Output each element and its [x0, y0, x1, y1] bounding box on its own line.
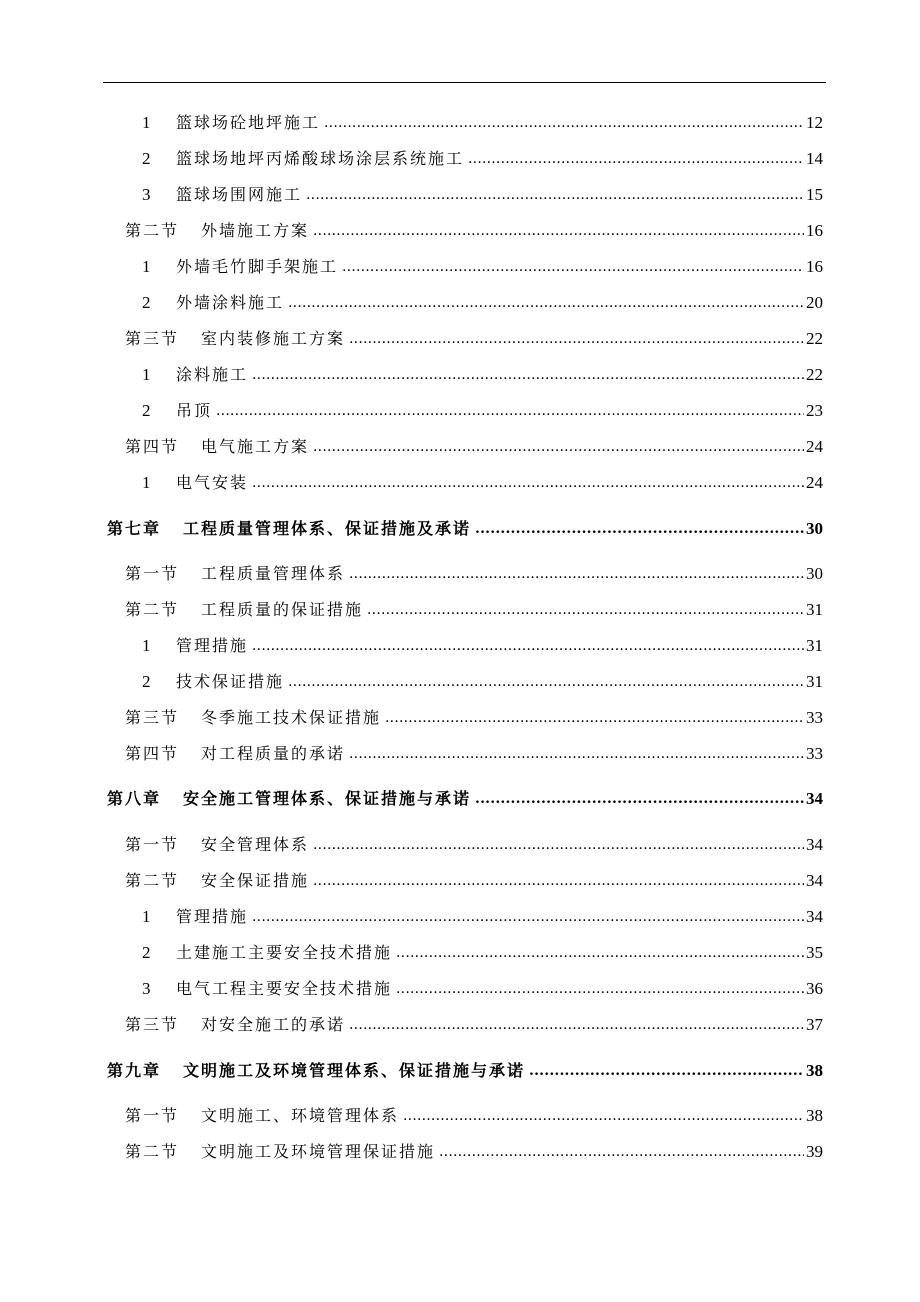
toc-entry-page-number: 16 [806, 257, 823, 276]
toc-entry-number: 第二节 [125, 871, 180, 890]
toc-entry-chapter[interactable] [107, 517, 823, 541]
toc-entry-page-number: 34 [806, 871, 823, 890]
toc-entry-page-number: 15 [806, 185, 823, 204]
toc-entry-number: 1 [142, 365, 153, 384]
toc-entry-section[interactable] [125, 1013, 823, 1037]
toc-entry-page-number: 31 [806, 636, 823, 655]
toc-entry-item[interactable] [142, 363, 823, 387]
toc-entry-number: 第一节 [125, 1106, 180, 1125]
toc-dot-leader [396, 977, 804, 1001]
toc-entry-item[interactable] [142, 291, 823, 315]
toc-dot-leader [288, 291, 804, 315]
toc-entry-number: 第二节 [125, 1142, 180, 1161]
toc-entry-number: 第一节 [125, 564, 180, 583]
toc-entry-title: 土建施工主要安全技术措施 [176, 943, 393, 962]
toc-entry-page-number: 34 [806, 835, 823, 854]
toc-entry-page-number: 22 [806, 329, 823, 348]
toc-entry-page-number: 31 [806, 600, 823, 619]
toc-entry-title: 外墙施工方案 [201, 221, 310, 240]
toc-entry-title: 电气工程主要安全技术措施 [176, 979, 393, 998]
toc-entry-page-number: 30 [806, 564, 823, 583]
toc-entry-title: 外墙涂料施工 [176, 293, 285, 312]
toc-entry-page-number: 39 [806, 1142, 823, 1161]
toc-entry-title: 涂料施工 [176, 365, 249, 384]
toc-dot-leader [349, 327, 804, 351]
toc-entry-item[interactable] [142, 147, 823, 171]
toc-entry-title: 工程质量管理体系 [201, 564, 346, 583]
toc-entry-page-number: 12 [806, 113, 823, 132]
toc-entry-number: 第八章 [107, 789, 162, 808]
toc-entry-title: 管理措施 [176, 636, 249, 655]
toc-entry-section[interactable] [125, 219, 823, 243]
toc-dot-leader [367, 598, 804, 622]
toc-entry-title: 文明施工及环境管理体系、保证措施与承诺 [183, 1061, 526, 1080]
toc-dot-leader [313, 219, 804, 243]
toc-entry-title: 室内装修施工方案 [201, 329, 346, 348]
toc-entry-number: 2 [142, 401, 153, 420]
toc-entry-page-number: 34 [806, 907, 823, 926]
toc-dot-leader [385, 706, 804, 730]
toc-entry-number: 第四节 [125, 437, 180, 456]
toc-entry-number: 3 [142, 979, 153, 998]
toc-dot-leader [349, 742, 804, 766]
toc-entry-number: 第四节 [125, 744, 180, 763]
toc-entry-number: 2 [142, 149, 153, 168]
toc-dot-leader [529, 1059, 804, 1083]
toc-entry-page-number: 14 [806, 149, 823, 168]
toc-entry-section[interactable] [125, 598, 823, 622]
toc-entry-chapter[interactable] [107, 787, 823, 811]
toc-entry-page-number: 38 [806, 1106, 823, 1125]
toc-entry-item[interactable] [142, 399, 823, 423]
toc-dot-leader [252, 471, 804, 495]
toc-entry-page-number: 30 [806, 519, 823, 538]
toc-entry-title: 管理措施 [176, 907, 249, 926]
toc-entry-title: 对工程质量的承诺 [201, 744, 346, 763]
toc-dot-leader [475, 787, 804, 811]
toc-dot-leader [324, 111, 804, 135]
toc-entry-page-number: 38 [806, 1061, 823, 1080]
toc-entry-section[interactable] [125, 833, 823, 857]
toc-entry-title: 篮球场围网施工 [176, 185, 303, 204]
toc-dot-leader [475, 517, 804, 541]
toc-entry-number: 1 [142, 113, 153, 132]
toc-dot-leader [313, 869, 804, 893]
toc-entry-number: 第三节 [125, 1015, 180, 1034]
toc-entry-number: 1 [142, 907, 153, 926]
toc-entry-number: 第三节 [125, 708, 180, 727]
toc-entry-number: 1 [142, 473, 153, 492]
toc-entry-page-number: 37 [806, 1015, 823, 1034]
header-rule [103, 82, 826, 83]
toc-entry-title: 文明施工及环境管理保证措施 [201, 1142, 436, 1161]
toc-entry-page-number: 36 [806, 979, 823, 998]
toc-entry-section[interactable] [125, 562, 823, 586]
toc-entry-page-number: 31 [806, 672, 823, 691]
toc-entry-number: 2 [142, 293, 153, 312]
toc-entry-title: 电气安装 [176, 473, 249, 492]
toc-entry-item[interactable] [142, 905, 823, 929]
toc-entry-title: 技术保证措施 [176, 672, 285, 691]
toc-dot-leader [252, 905, 804, 929]
toc-entry-item[interactable] [142, 471, 823, 495]
toc-entry-title: 篮球场砼地坪施工 [176, 113, 321, 132]
toc-entry-page-number: 24 [806, 437, 823, 456]
toc-entry-title: 冬季施工技术保证措施 [201, 708, 382, 727]
toc-entry-title: 工程质量的保证措施 [201, 600, 364, 619]
toc-dot-leader [216, 399, 804, 423]
toc-entry-page-number: 24 [806, 473, 823, 492]
toc-entry-item[interactable] [142, 670, 823, 694]
toc-entry-page-number: 35 [806, 943, 823, 962]
toc-entry-number: 第三节 [125, 329, 180, 348]
toc-entry-title: 工程质量管理体系、保证措施及承诺 [183, 519, 472, 538]
toc-entry-title: 安全施工管理体系、保证措施与承诺 [183, 789, 472, 808]
toc-dot-leader [403, 1104, 804, 1128]
toc-entry-page-number: 23 [806, 401, 823, 420]
toc-entry-number: 第九章 [107, 1061, 162, 1080]
toc-entry-section[interactable] [125, 327, 823, 351]
toc-entry-title: 篮球场地坪丙烯酸球场涂层系统施工 [176, 149, 465, 168]
toc-entry-item[interactable] [142, 255, 823, 279]
toc-entry-number: 2 [142, 943, 153, 962]
toc-entry-number: 1 [142, 257, 153, 276]
toc-entry-title: 安全保证措施 [201, 871, 310, 890]
toc-entry-page-number: 33 [806, 744, 823, 763]
toc-dot-leader [252, 634, 804, 658]
toc-entry-number: 1 [142, 636, 153, 655]
toc-entry-number: 2 [142, 672, 153, 691]
toc-dot-leader [349, 562, 804, 586]
toc-entry-item[interactable] [142, 111, 823, 135]
toc-entry-item[interactable] [142, 183, 823, 207]
toc-entry-number: 第一节 [125, 835, 180, 854]
toc-entry-page-number: 22 [806, 365, 823, 384]
toc-entry-title: 吊顶 [176, 401, 213, 420]
toc-entry-number: 第七章 [107, 519, 162, 538]
toc-entry-title: 文明施工、环境管理体系 [201, 1106, 400, 1125]
toc-dot-leader [288, 670, 804, 694]
toc-entry-title: 电气施工方案 [201, 437, 310, 456]
toc-entry-section[interactable] [125, 742, 823, 766]
toc-dot-leader [252, 363, 804, 387]
toc-dot-leader [306, 183, 804, 207]
toc-entry-page-number: 33 [806, 708, 823, 727]
toc-entry-item[interactable] [142, 634, 823, 658]
toc-entry-page-number: 20 [806, 293, 823, 312]
toc-entry-title: 对安全施工的承诺 [201, 1015, 346, 1034]
toc-dot-leader [439, 1140, 804, 1164]
toc-dot-leader [342, 255, 804, 279]
toc-entry-item[interactable] [142, 977, 823, 1001]
toc-entry-page-number: 34 [806, 789, 823, 808]
toc-entry-section[interactable] [125, 1104, 823, 1128]
toc-entry-page-number: 16 [806, 221, 823, 240]
toc-entry-item[interactable] [142, 941, 823, 965]
toc-entry-section[interactable] [125, 1140, 823, 1164]
toc-entry-number: 3 [142, 185, 153, 204]
toc-dot-leader [349, 1013, 804, 1037]
toc-entry-chapter[interactable] [107, 1059, 823, 1083]
toc-entry-section[interactable] [125, 706, 823, 730]
toc-entry-number: 第二节 [125, 221, 180, 240]
toc-entry-section[interactable] [125, 869, 823, 893]
toc-entry-number: 第二节 [125, 600, 180, 619]
toc-dot-leader [396, 941, 804, 965]
toc-dot-leader [313, 435, 804, 459]
toc-entry-title: 安全管理体系 [201, 835, 310, 854]
toc-dot-leader [313, 833, 804, 857]
toc-entry-section[interactable] [125, 435, 823, 459]
toc-entry-title: 外墙毛竹脚手架施工 [176, 257, 339, 276]
toc-dot-leader [468, 147, 804, 171]
